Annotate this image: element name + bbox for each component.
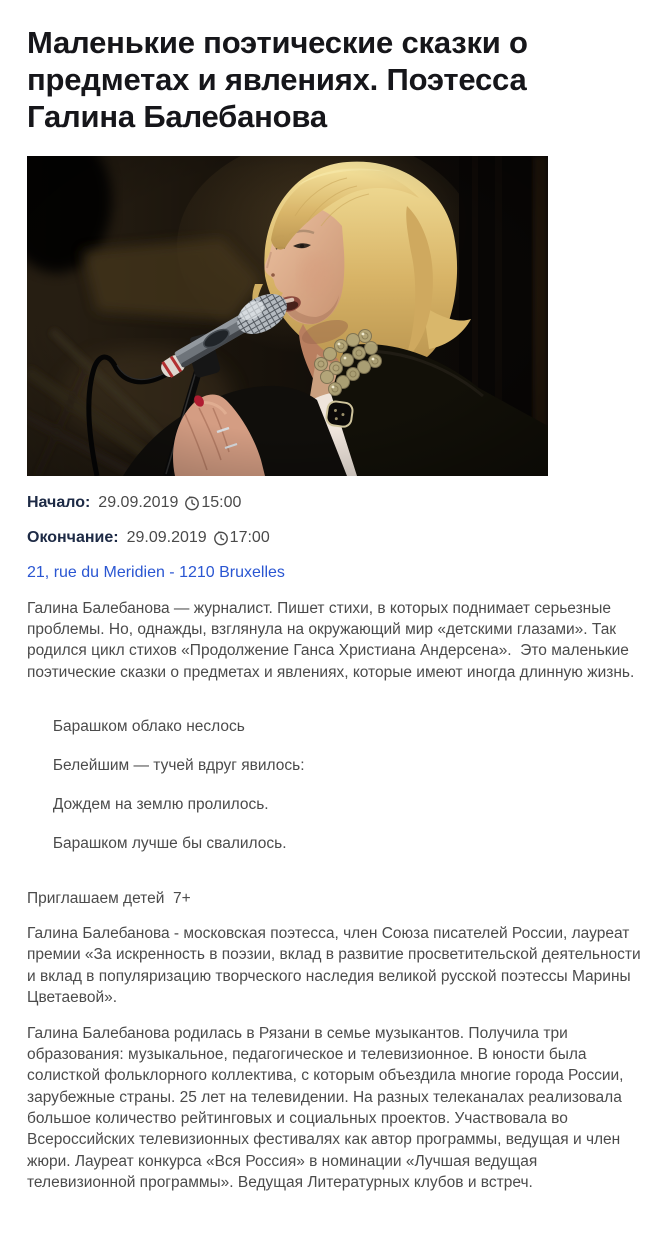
poem — [27, 697, 641, 873]
event-photo — [27, 156, 548, 476]
paragraph-career: Галина Балебанова родилась в Рязани в семье музыкантов. Получила три образования: музыкальное, педагогическое и телевизионное. В юности была солисткой фольклорного коллектива, с которым объездила многие города России, зарубежные страны. 25 лет на телевидении. На разных телеканалах реализовала большое количество рейтинговых и социальных проектов. Участвовала во Всероссийских телевизионных фестивалях как автор программы, ведущая и член жюри. Лауреат конкурса «Вся Россия» в номинации «Лучшая ведущая телевизионной программы». Ведущая Литературных клубов и встреч. — [27, 1024, 628, 1192]
paragraph-intro: Галина Балебанова — журналист. Пишет стихи, в которых поднимает серьезные проблемы. Но, однажды, взглянула на окружающий мир «детскими глазами». Так родился цикл стихов «Продолжение Ганса Христиана Андерсена». Это маленькие поэтические сказки о предметах и явлениях, которые имеют иногда длинную жизнь. — [27, 599, 635, 681]
start-label: Начало: — [27, 493, 91, 511]
clock-icon — [213, 530, 229, 546]
end-time: 17:00 — [229, 528, 270, 546]
end-date: 29.09.2019 — [126, 528, 207, 546]
venue-address-link[interactable]: 21, rue du Meridien - 1210 Bruxelles — [27, 563, 285, 581]
event-end-row — [27, 529, 641, 547]
venue-address-row — [27, 564, 641, 582]
clock-icon — [184, 495, 200, 511]
paragraph-awards: Галина Балебанова - московская поэтесса, член Союза писателей России, лауреат премии «За искренность в поэзии, вклад в развитие просветительской деятельности и вклад в популяризацию творческого наследия великой русской поэтессы Марины Цветаевой». — [27, 925, 646, 1007]
event-page — [0, 24, 662, 1234]
poem-line: Дождем на землю пролилось. — [52, 795, 269, 813]
event-description — [27, 598, 646, 1194]
page-title: Маленькие поэтические сказки о предметах и явлениях. Поэтесса Галина Балебанова — [27, 25, 528, 135]
event-start-row — [27, 494, 641, 512]
start-date: 29.09.2019 — [98, 493, 179, 511]
end-label: Окончание: — [27, 528, 119, 546]
start-time: 15:00 — [201, 493, 242, 511]
poem-line: Барашком облако неслось — [52, 717, 245, 735]
poem-line: Барашком лучше бы свалилось. — [52, 834, 287, 852]
event-meta — [27, 494, 641, 582]
invitation-note: Приглашаем детей 7+ — [27, 889, 191, 907]
event-photo-illustration — [27, 156, 548, 476]
poem-line: Белейшим — тучей вдруг явилось: — [52, 756, 305, 774]
